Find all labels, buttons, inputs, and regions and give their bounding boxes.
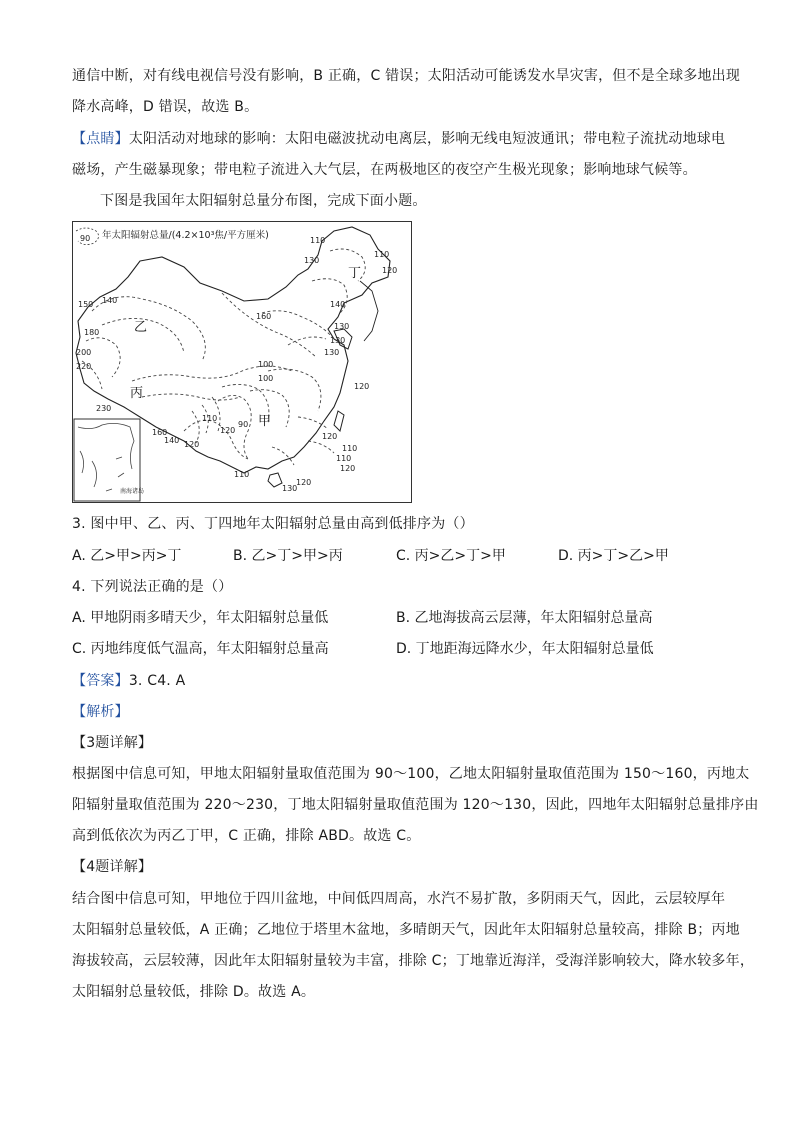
isoline-label: 100 [258,360,274,369]
isoline-label: 110 [374,250,390,259]
isoline-label: 140 [330,300,346,309]
isoline-label: 230 [96,404,112,413]
place-ding: 丁 [348,266,362,281]
answer-line [72,671,185,691]
isoline-label: 140 [102,296,118,305]
isoline-label: 120 [296,478,312,487]
dianjing-line-2: 磁场，产生磁暴现象；带电粒子流进入大气层，在两极地区的夜空产生极光现象；影响地球气候等。 [72,162,697,178]
q4-option-a[interactable]: A. 甲地阴雨多晴天少，年太阳辐射总量低 [72,610,329,626]
isoline-label: 120 [354,382,370,391]
isoline-label: 160 [256,312,272,321]
isoline-label: 130 [334,322,350,331]
place-bing: 丙 [130,386,144,401]
dianjing-text: 太阳活动对地球的影响：太阳电磁波扰动电离层，影响无线电短波通讯；带电粒子流扰动地球电 [128,131,726,147]
isoline-label: 110 [342,444,358,453]
legend-text: 年太阳辐射总量/(4.2×10³焦/平方厘米) [102,230,269,241]
isoline-label: 100 [258,374,274,383]
detail-3-line-2: 阳辐射量取值范围为 220～230，丁地太阳辐射量取值范围为 120～130，因此，四地年太阳辐射总量排序由 [72,797,759,813]
isoline-label: 110 [336,454,352,463]
isoline-label: 120 [220,426,236,435]
isoline-label: 110 [234,470,250,479]
analysis-tag: 【解析】 [72,704,129,720]
intro-line-1: 通信中断，对有线电视信号没有影响，B 正确，C 错误；太阳活动可能诱发水旱灾害，但不是全球多地出现 [72,68,741,84]
q3-option-b[interactable]: B. 乙>丁>甲>丙 [233,548,343,564]
detail-4-line-3: 海拔较高，云层较薄，因此年太阳辐射量较为丰富，排除 C；丁地靠近海洋，受海洋影响较大，降水较多年， [72,953,755,969]
isoline-label: 130 [282,484,298,493]
detail-4-tag: 【4题详解】 [72,859,153,875]
isoline-label: 110 [310,236,326,245]
answer-text: 3. C4. A [128,673,186,689]
detail-3-line-1: 根据图中信息可知，甲地太阳辐射量取值范围为 90～100，乙地太阳辐射量取值范围为 150～160，丙地太 [72,766,750,782]
detail-4-line-1: 结合图中信息可知，甲地位于四川盆地，中间低四周高，水汽不易扩散，多阴雨天气，因此，云层较厚年 [72,891,726,907]
place-yi: 乙 [134,320,148,335]
isoline-label: 150 [78,300,94,309]
q4-option-c[interactable]: C. 丙地纬度低气温高，年太阳辐射总量高 [72,641,329,657]
q4-option-b[interactable]: B. 乙地海拔高云层薄，年太阳辐射总量高 [396,610,653,626]
inset-label: 南海诸岛 [120,488,145,495]
isoline-label: 130 [330,336,346,345]
detail-3-line-3: 高到低依次为丙乙丁甲，C 正确，排除 ABD。故选 C。 [72,828,421,844]
dianjing-line-1 [72,129,725,149]
isoline-label: 120 [184,440,200,449]
dianjing-tag: 【点睛】 [72,131,129,147]
place-jia: 甲 [258,414,272,429]
q3-option-c[interactable]: C. 丙>乙>丁>甲 [396,548,506,564]
answer-tag: 【答案】 [72,673,129,689]
isoline-label: 120 [322,432,338,441]
isoline-label: 110 [202,414,218,423]
legend-value: 90 [80,234,91,243]
intro-line-2: 降水高峰，D 错误，故选 B。 [72,99,259,115]
isoline-label: 140 [164,436,180,445]
question-stem: 下图是我国年太阳辐射总量分布图，完成下面小题。 [100,193,427,209]
detail-4-line-4: 太阳辐射总量较低，排除 D。故选 A。 [72,984,316,1000]
q3-option-a[interactable]: A. 乙>甲>丙>丁 [72,548,182,564]
q4-option-d[interactable]: D. 丁地距海远降水少，年太阳辐射总量低 [396,641,654,657]
q4-stem: 4. 下列说法正确的是（） [72,579,233,595]
isoline-label: 200 [76,348,92,357]
detail-3-tag: 【3题详解】 [72,735,153,751]
isoline-label: 220 [76,362,92,371]
isoline-label: 160 [152,428,168,437]
isoline-label: 120 [340,464,356,473]
isoline-label: 130 [304,256,320,265]
q3-stem: 3. 图中甲、乙、丙、丁四地年太阳辐射总量由高到低排序为（） [72,516,474,532]
isoline-label: 120 [382,266,398,275]
q3-option-d[interactable]: D. 丙>丁>乙>甲 [558,548,669,564]
solar-radiation-map [72,221,412,503]
isoline-label: 130 [324,348,340,357]
detail-4-line-2: 太阳辐射总量较低，A 正确；乙地位于塔里木盆地，多晴朗天气，因此年太阳辐射总量较高，排除 B；丙地 [72,922,740,938]
isoline-label: 90 [238,420,249,429]
isoline-label: 180 [84,328,100,337]
